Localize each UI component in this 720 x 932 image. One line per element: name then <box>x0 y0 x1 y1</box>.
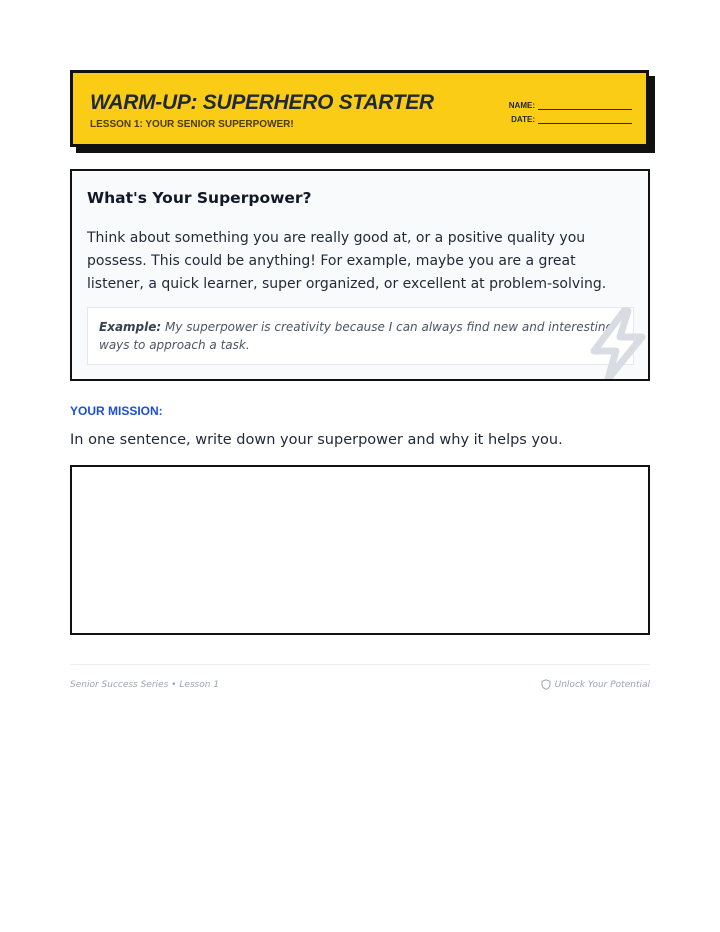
mission-prompt: In one sentence, write down your superpower and why it helps you. <box>70 432 563 448</box>
name-date-fields <box>509 97 632 125</box>
date-line[interactable] <box>538 116 632 124</box>
footer-divider <box>70 664 650 665</box>
date-field[interactable] <box>509 111 632 124</box>
name-label: NAME: <box>508 101 535 110</box>
example-label: Example: <box>99 320 162 334</box>
worksheet-title: WARM-UP: SUPERHERO STARTER <box>90 91 434 114</box>
mission-label: YOUR MISSION: <box>70 404 163 418</box>
example-box <box>87 307 634 365</box>
example-text: My superpower is creativity because I can always find new and interesting ways to approach a task. <box>99 320 614 352</box>
date-label: DATE: <box>511 115 535 124</box>
card-title: What's Your Superpower? <box>87 189 312 207</box>
footer-tagline <box>541 679 650 690</box>
name-line[interactable] <box>538 102 632 110</box>
footer-series: Senior Success Series • Lesson 1 <box>70 680 220 690</box>
card-body: Think about something you are really good at, or a positive quality you possess. This could be anything! For example, maybe you are a great listener, a quick learner, super organized, or excellent at problem-solving. <box>87 230 607 292</box>
worksheet-header <box>70 70 649 147</box>
lightning-bolt-icon <box>582 307 650 381</box>
superpower-card <box>70 169 650 381</box>
answer-box[interactable] <box>70 465 650 635</box>
lesson-subtitle: LESSON 1: YOUR SENIOR SUPERPOWER! <box>90 119 294 130</box>
footer-tagline-text: Unlock Your Potential <box>554 679 650 690</box>
name-field[interactable] <box>509 97 632 110</box>
shield-icon <box>541 679 551 690</box>
